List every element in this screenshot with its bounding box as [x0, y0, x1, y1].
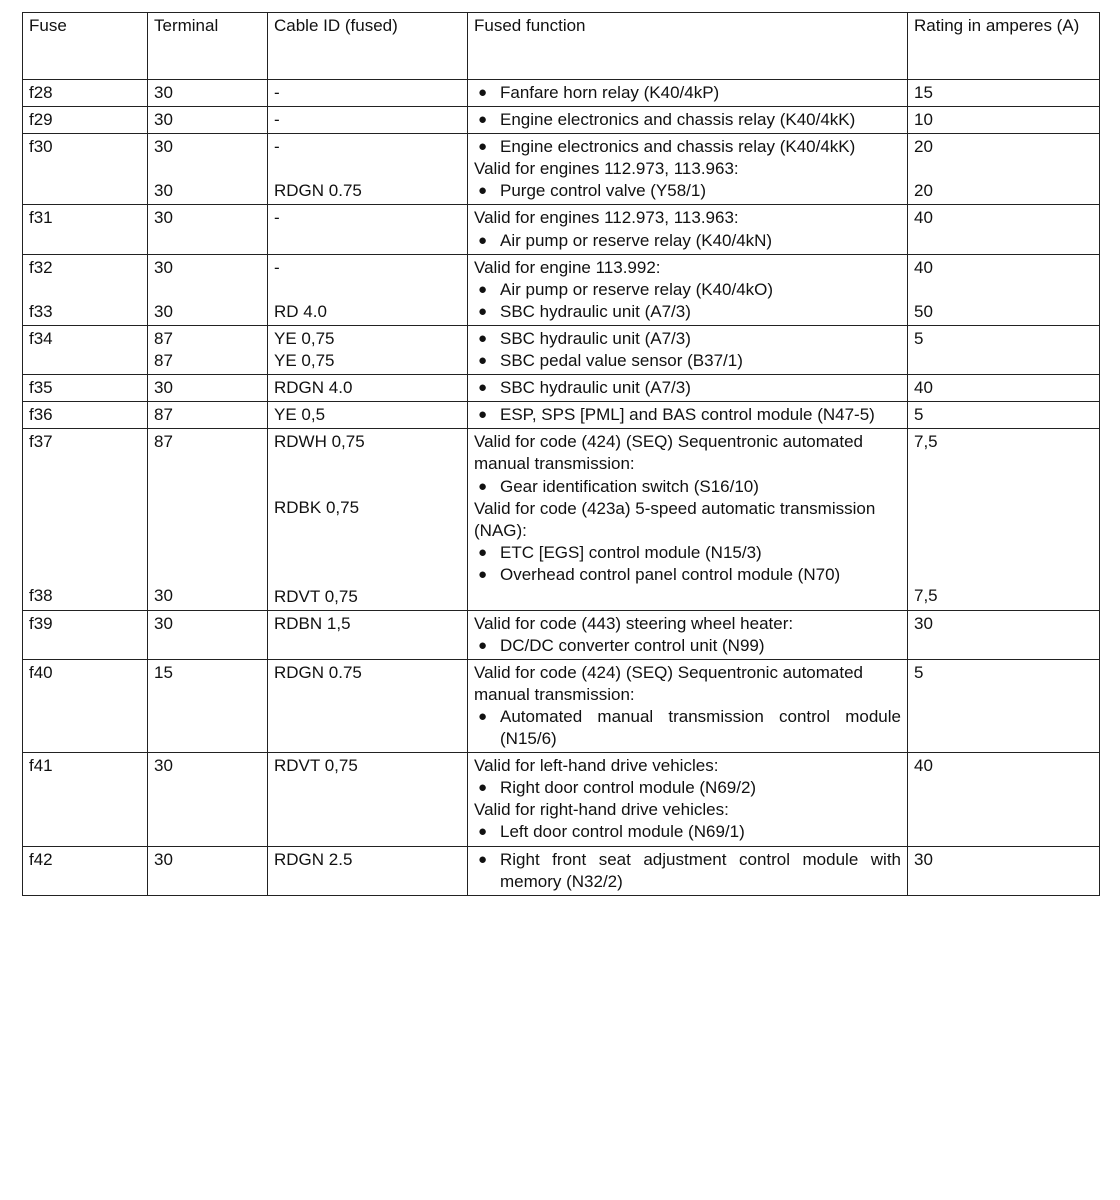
cell-fused-function: [468, 254, 908, 325]
rating-line: 5: [914, 662, 924, 682]
rating-line: [914, 541, 1093, 563]
cell-fused-function: [468, 753, 908, 846]
cell-cable-id: [268, 325, 468, 374]
header-fuse: Fuse: [23, 13, 148, 80]
function-bullet-item: [474, 542, 901, 564]
header-cable-id: Cable ID (fused): [268, 13, 468, 80]
table-row: [23, 375, 1100, 402]
cable-id-line: RDGN 0.75: [274, 181, 362, 201]
bullet-icon: ●: [478, 565, 488, 583]
bullet-icon: ●: [478, 779, 488, 797]
fuse-assignment-table: [22, 12, 1100, 896]
rating-line: [914, 563, 1093, 585]
function-bullet-text: SBC hydraulic unit (A7/3): [500, 301, 691, 321]
function-bullet-item: [474, 706, 901, 750]
fuse-line: [29, 279, 141, 301]
cell-cable-id: [268, 205, 468, 254]
cable-id-line: RDGN 0.75: [274, 662, 362, 682]
table-header-row: [23, 13, 1100, 80]
terminal-line: 30: [154, 378, 173, 398]
rating-line: 5: [914, 405, 924, 425]
cable-id-line: RDBK 0,75: [274, 498, 360, 518]
function-bullet-item: [474, 180, 901, 202]
cable-id-line: [274, 520, 461, 542]
function-bullet-text: SBC hydraulic unit (A7/3): [500, 378, 691, 398]
cable-id-line: -: [274, 208, 280, 228]
fuse-line: f40: [29, 662, 53, 682]
cell-fuse: [23, 254, 148, 325]
cell-terminal: [148, 134, 268, 205]
fuse-line: [29, 453, 141, 475]
fuse-line: f37: [29, 432, 53, 452]
header-rating: Rating in amperes (A): [908, 13, 1100, 80]
cell-fuse: [23, 846, 148, 895]
function-bullet-text: Engine electronics and chassis relay (K40/4kK): [500, 110, 856, 130]
cell-rating: [908, 375, 1100, 402]
bullet-icon: ●: [478, 138, 488, 156]
terminal-line: 30: [154, 181, 173, 201]
function-bullet-item: [474, 564, 901, 586]
cell-fused-function: [468, 402, 908, 429]
rating-line: 15: [914, 83, 933, 102]
function-bullet-item: [474, 404, 901, 426]
rating-line: [914, 279, 1093, 301]
terminal-line: [154, 158, 261, 180]
bullet-icon: ●: [478, 280, 488, 298]
table-row: [23, 402, 1100, 429]
rating-line: 40: [914, 208, 933, 228]
fuse-line: f41: [29, 756, 53, 776]
fuse-line: f34: [29, 328, 53, 348]
function-bullet-text: Automated manual transmission control module (N15/6): [500, 706, 901, 749]
cell-cable-id: [268, 753, 468, 846]
cell-fused-function: [468, 205, 908, 254]
cable-id-line: -: [274, 83, 280, 102]
cable-id-line: RDWH 0,75: [274, 432, 365, 452]
cell-terminal: [148, 846, 268, 895]
terminal-line: [154, 475, 261, 497]
cell-cable-id: [268, 134, 468, 205]
cell-terminal: [148, 205, 268, 254]
cell-cable-id: [268, 402, 468, 429]
cell-rating: [908, 134, 1100, 205]
terminal-line: 87: [154, 405, 173, 425]
fuse-line: [29, 541, 141, 563]
cell-cable-id: [268, 846, 468, 895]
bullet-icon: ●: [478, 329, 488, 347]
bullet-icon: ●: [478, 111, 488, 129]
function-condition: Valid for right-hand drive vehicles:: [474, 800, 729, 820]
terminal-line: [154, 497, 261, 519]
rating-line: [914, 497, 1093, 519]
cell-fused-function: [468, 429, 908, 610]
terminal-line: [154, 279, 261, 301]
rating-line: 7,5: [914, 432, 938, 452]
cell-cable-id: [268, 107, 468, 134]
header-terminal: Terminal: [148, 13, 268, 80]
cell-terminal: [148, 429, 268, 610]
function-bullet-text: Right front seat adjustment control module with memory (N32/2): [500, 849, 901, 891]
function-bullet-text: DC/DC converter control unit (N99): [500, 635, 765, 655]
cell-rating: [908, 753, 1100, 846]
bullet-icon: ●: [478, 850, 488, 868]
table-row: [23, 80, 1100, 107]
function-condition: Valid for engines 112.973, 113.963:: [474, 159, 739, 179]
cable-id-line: RDVT 0,75: [274, 756, 358, 776]
cell-rating: [908, 610, 1100, 659]
cell-fuse: [23, 325, 148, 374]
terminal-line: 30: [154, 849, 173, 869]
fuse-line: f36: [29, 405, 53, 425]
cable-id-line: YE 0,75: [274, 351, 335, 371]
cell-fuse: [23, 402, 148, 429]
bullet-icon: ●: [478, 823, 488, 841]
terminal-line: 30: [154, 613, 173, 633]
rating-line: 40: [914, 257, 933, 277]
function-bullet-item: [474, 82, 901, 104]
terminal-line: 30: [154, 83, 173, 102]
fuse-line: f31: [29, 208, 53, 228]
function-bullet-text: Purge control valve (Y58/1): [500, 181, 706, 201]
cell-fused-function: [468, 375, 908, 402]
bullet-icon: ●: [478, 636, 488, 654]
rating-line: 30: [914, 849, 933, 869]
cable-id-line: [274, 564, 461, 586]
function-bullet-text: Gear identification switch (S16/10): [500, 476, 759, 496]
table-row: [23, 325, 1100, 374]
terminal-line: 30: [154, 257, 173, 277]
function-bullet-item: [474, 476, 901, 498]
fuse-line: f42: [29, 849, 53, 869]
terminal-line: 30: [154, 110, 173, 130]
cell-fuse: [23, 80, 148, 107]
function-bullet-text: Air pump or reserve relay (K40/4kO): [500, 279, 774, 299]
function-bullet-item: [474, 230, 901, 252]
cell-fused-function: [468, 134, 908, 205]
cable-id-line: [274, 542, 461, 564]
terminal-line: 87: [154, 432, 173, 452]
rating-line: [914, 158, 1093, 180]
fuse-line: f28: [29, 83, 53, 102]
cell-rating: [908, 429, 1100, 610]
cell-fuse: [23, 753, 148, 846]
terminal-line: 87: [154, 351, 173, 371]
rating-line: 5: [914, 328, 924, 348]
function-bullet-text: Overhead control panel control module (N70): [500, 564, 841, 584]
cell-terminal: [148, 402, 268, 429]
terminal-line: 30: [154, 208, 173, 228]
function-bullet-text: Right door control module (N69/2): [500, 778, 757, 798]
function-condition: Valid for left-hand drive vehicles:: [474, 756, 719, 776]
function-bullet-item: [474, 377, 901, 399]
cable-id-line: [274, 158, 461, 180]
function-condition: Valid for engines 112.973, 113.963:: [474, 208, 739, 228]
rating-line: [914, 519, 1093, 541]
cell-rating: [908, 254, 1100, 325]
function-condition: Valid for code (423a) 5-speed automatic transmission (NAG):: [474, 498, 876, 540]
function-condition: Valid for engine 113.992:: [474, 257, 661, 277]
function-bullet-text: Air pump or reserve relay (K40/4kN): [500, 230, 773, 250]
terminal-line: [154, 453, 261, 475]
terminal-line: 30: [154, 301, 173, 321]
rating-line: [914, 453, 1093, 475]
bullet-icon: ●: [478, 182, 488, 200]
bullet-icon: ●: [478, 477, 488, 495]
bullet-icon: ●: [478, 231, 488, 249]
cell-cable-id: [268, 429, 468, 610]
cell-fused-function: [468, 846, 908, 895]
cell-fuse: [23, 375, 148, 402]
function-bullet-item: [474, 279, 901, 301]
terminal-line: 15: [154, 662, 173, 682]
function-bullet-text: SBC hydraulic unit (A7/3): [500, 328, 691, 348]
bullet-icon: ●: [478, 84, 488, 101]
cell-terminal: [148, 325, 268, 374]
rating-line: 40: [914, 378, 933, 398]
cable-id-line: -: [274, 137, 280, 157]
cell-fused-function: [468, 107, 908, 134]
table-row: [23, 753, 1100, 846]
cable-id-line: [274, 279, 461, 301]
bullet-icon: ●: [478, 543, 488, 561]
cell-cable-id: [268, 254, 468, 325]
fuse-line: [29, 475, 141, 497]
function-bullet-item: [474, 350, 901, 372]
cell-fuse: [23, 610, 148, 659]
cell-fuse: [23, 659, 148, 752]
header-fused-function: Fused function: [468, 13, 908, 80]
cell-fuse: [23, 429, 148, 610]
fuse-line: [29, 563, 141, 585]
cable-id-line: [274, 475, 461, 497]
cell-fused-function: [468, 659, 908, 752]
terminal-line: [154, 563, 261, 585]
rating-line: 20: [914, 137, 933, 157]
rating-line: 7,5: [914, 586, 938, 606]
table-row: [23, 429, 1100, 610]
function-condition: Valid for code (424) (SEQ) Sequentronic automated manual transmission:: [474, 432, 864, 474]
fuse-line: f39: [29, 613, 53, 633]
function-bullet-item: [474, 777, 901, 799]
terminal-line: 30: [154, 586, 173, 606]
function-bullet-text: ETC [EGS] control module (N15/3): [500, 542, 762, 562]
rating-line: 20: [914, 181, 933, 201]
table-body: [23, 80, 1100, 896]
cell-cable-id: [268, 375, 468, 402]
terminal-line: 30: [154, 137, 173, 157]
cell-terminal: [148, 375, 268, 402]
bullet-icon: ●: [478, 302, 488, 320]
cable-id-line: -: [274, 257, 280, 277]
cell-terminal: [148, 254, 268, 325]
cell-rating: [908, 659, 1100, 752]
cell-cable-id: [268, 80, 468, 107]
cell-fused-function: [468, 325, 908, 374]
cable-id-line: -: [274, 110, 280, 130]
terminal-line: 87: [154, 328, 173, 348]
cell-terminal: [148, 610, 268, 659]
cell-cable-id: [268, 659, 468, 752]
bullet-icon: ●: [478, 707, 488, 725]
cable-id-line: RD 4.0: [274, 301, 327, 321]
bullet-icon: ●: [478, 406, 488, 424]
bullet-icon: ●: [478, 352, 488, 370]
function-bullet-item: [474, 821, 901, 843]
cable-id-line: [274, 453, 461, 475]
cell-rating: [908, 846, 1100, 895]
table-row: [23, 610, 1100, 659]
cable-id-line: YE 0,75: [274, 328, 335, 348]
function-bullet-item: [474, 301, 901, 323]
function-bullet-item: [474, 328, 901, 350]
cable-id-line: RDGN 4.0: [274, 378, 353, 398]
cable-id-line: RDVT 0,75: [274, 586, 358, 606]
cell-terminal: [148, 80, 268, 107]
cell-rating: [908, 107, 1100, 134]
terminal-line: 30: [154, 756, 173, 776]
fuse-line: [29, 497, 141, 519]
rating-line: 40: [914, 756, 933, 776]
cell-rating: [908, 402, 1100, 429]
function-condition: Valid for code (424) (SEQ) Sequentronic automated manual transmission:: [474, 662, 864, 704]
function-condition: Valid for code (443) steering wheel heater:: [474, 613, 794, 633]
fuse-line: f35: [29, 378, 53, 398]
cell-terminal: [148, 107, 268, 134]
table-row: [23, 205, 1100, 254]
cell-terminal: [148, 659, 268, 752]
cable-id-line: YE 0,5: [274, 405, 326, 425]
cable-id-line: RDBN 1,5: [274, 613, 351, 633]
terminal-line: [154, 541, 261, 563]
cell-fuse: [23, 205, 148, 254]
bullet-icon: ●: [478, 379, 488, 397]
cell-rating: [908, 325, 1100, 374]
fuse-line: [29, 519, 141, 541]
function-bullet-item: [474, 109, 901, 131]
rating-line: 50: [914, 301, 933, 321]
function-bullet-item: [474, 635, 901, 657]
cell-terminal: [148, 753, 268, 846]
table-row: [23, 659, 1100, 752]
cell-fuse: [23, 107, 148, 134]
rating-line: 30: [914, 613, 933, 633]
fuse-line: f32: [29, 257, 53, 277]
function-bullet-text: ESP, SPS [PML] and BAS control module (N47-5): [500, 405, 875, 425]
fuse-line: f38: [29, 586, 53, 606]
function-bullet-text: Fanfare horn relay (K40/4kP): [500, 83, 720, 102]
fuse-line: f30: [29, 137, 53, 157]
function-bullet-text: SBC pedal value sensor (B37/1): [500, 351, 743, 371]
table-row: [23, 254, 1100, 325]
terminal-line: [154, 519, 261, 541]
cell-rating: [908, 80, 1100, 107]
fuse-line: f33: [29, 301, 53, 321]
cable-id-line: RDGN 2.5: [274, 849, 353, 869]
cell-fused-function: [468, 80, 908, 107]
function-bullet-text: Left door control module (N69/1): [500, 822, 745, 842]
rating-line: 10: [914, 110, 933, 130]
function-bullet-item: [474, 849, 901, 893]
table-row: [23, 134, 1100, 205]
cell-rating: [908, 205, 1100, 254]
cell-fuse: [23, 134, 148, 205]
rating-line: [914, 475, 1093, 497]
fuse-line: f29: [29, 110, 53, 130]
function-bullet-text: Engine electronics and chassis relay (K40/4kK): [500, 137, 856, 157]
table-row: [23, 107, 1100, 134]
cell-cable-id: [268, 610, 468, 659]
table-row: [23, 846, 1100, 895]
cell-fused-function: [468, 610, 908, 659]
function-bullet-item: [474, 136, 901, 158]
